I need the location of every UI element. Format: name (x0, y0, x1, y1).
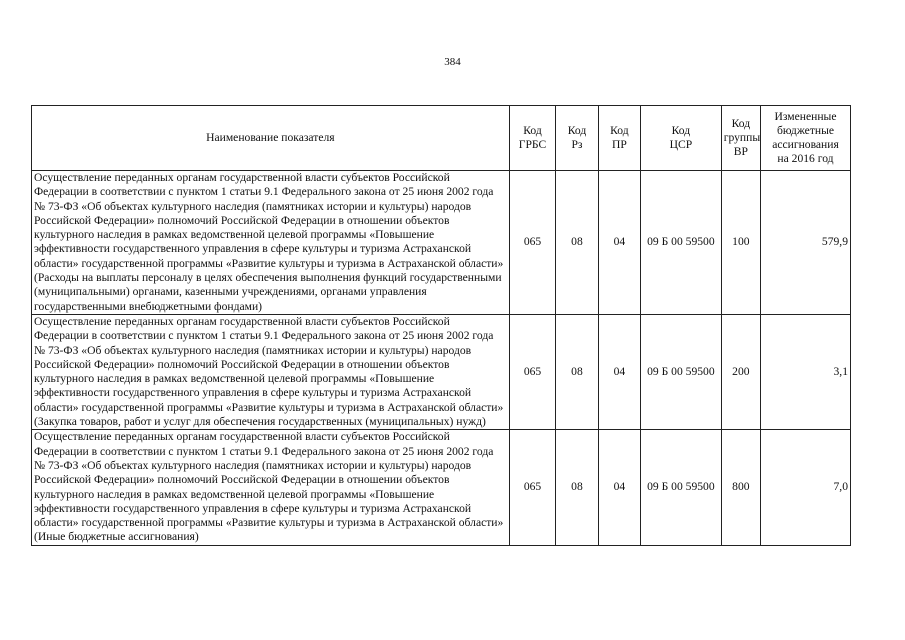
budget-table (31, 105, 851, 546)
row-vr: 800 (721, 430, 760, 545)
row-grbs: 065 (509, 314, 556, 429)
header-vr: Код группы ВР (721, 106, 760, 171)
row-grbs: 065 (509, 430, 556, 545)
row-vr: 100 (721, 171, 760, 315)
row-pr: 04 (598, 430, 640, 545)
row-rz: 08 (556, 171, 598, 315)
table-row (32, 430, 851, 545)
table-row (32, 171, 851, 315)
row-pr: 04 (598, 171, 640, 315)
row-grbs: 065 (509, 171, 556, 315)
table-row (32, 314, 851, 429)
row-csr: 09 Б 00 59500 (641, 430, 722, 545)
header-amount: Измененные бюджетные ассигнования на 2016 год (761, 106, 851, 171)
header-pr: Код ПР (598, 106, 640, 171)
row-amount: 7,0 (761, 430, 851, 545)
header-name: Наименование показателя (32, 106, 510, 171)
row-rz: 08 (556, 430, 598, 545)
row-amount: 3,1 (761, 314, 851, 429)
row-name: Осуществление переданных органам государственной власти субъектов Российской Федерации в соответствии с пунктом 1 статьи 9.1 Федерального закона от 25 июня 2002 года № 73-ФЗ «Об объектах культурного наследия (памятниках истории и культуры) народов Российской Федерации» полномочий Российской Федерации в отношении объектов культурного наследия в рамках ведомственной целевой программы «Повышение эффективности государственного управления в сфере культуры и туризма Астраханской области» государственной программы «Развитие культуры и туризма в Астраханской области» (Иные бюджетные ассигнования) (32, 430, 510, 545)
row-name: Осуществление переданных органам государственной власти субъектов Российской Федерации в соответствии с пунктом 1 статьи 9.1 Федерального закона от 25 июня 2002 года № 73-ФЗ «Об объектах культурного наследия (памятниках истории и культуры) народов Российской Федерации» полномочий Российской Федерации в отношении объектов культурного наследия в рамках ведомственной целевой программы «Повышение эффективности государственного управления в сфере культуры и туризма Астраханской области» государственной программы «Развитие культуры и туризма в Астраханской области» (Расходы на выплаты персоналу в целях обеспечения выполнения функций государственными (муниципальными) органами, казенными учреждениями, органами управления государственными внебюджетными фондами) (32, 171, 510, 315)
row-vr: 200 (721, 314, 760, 429)
page-number: 384 (444, 56, 461, 68)
header-grbs: Код ГРБС (509, 106, 556, 171)
row-csr: 09 Б 00 59500 (641, 171, 722, 315)
table-header-row (32, 106, 851, 171)
row-csr: 09 Б 00 59500 (641, 314, 722, 429)
row-rz: 08 (556, 314, 598, 429)
header-rz: Код Рз (556, 106, 598, 171)
header-csr: Код ЦСР (641, 106, 722, 171)
row-pr: 04 (598, 314, 640, 429)
row-name: Осуществление переданных органам государственной власти субъектов Российской Федерации в соответствии с пунктом 1 статьи 9.1 Федерального закона от 25 июня 2002 года № 73-ФЗ «Об объектах культурного наследия (памятниках истории и культуры) народов Российской Федерации» полномочий Российской Федерации в отношении объектов культурного наследия в рамках ведомственной целевой программы «Повышение эффективности государственного управления в сфере культуры и туризма Астраханской области» государственной программы «Развитие культуры и туризма в Астраханской области» (Закупка товаров, работ и услуг для обеспечения государственных (муниципальных) нужд) (32, 314, 510, 429)
row-amount: 579,9 (761, 171, 851, 315)
